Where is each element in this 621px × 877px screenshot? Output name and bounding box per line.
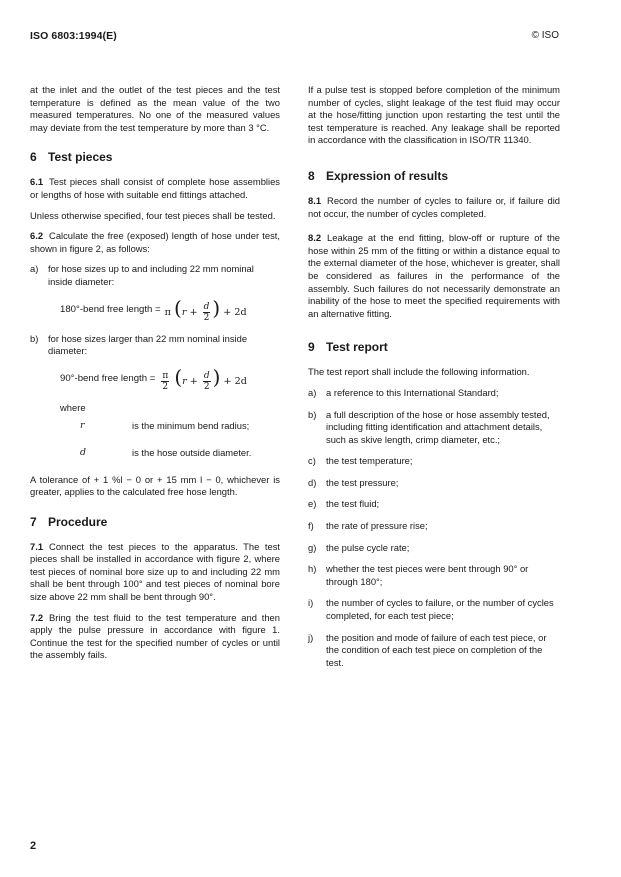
clause-8-2: 8.2 Leakage at the end fitting, blow-off or rupture of the hose within 25 mm of the fitting or within a distance equal to the external diameter of the hose, whichever is greater, shall be considered as failures in the performance of the assembly. Such failures do not necessarily demonstrate an inability of the hose to meet the specified requirements with an alternative fitting.: [308, 232, 560, 319]
test-report-list: [308, 387, 560, 670]
definition-d: d is the hose outside diameter.: [80, 446, 252, 458]
clause-6-1: 6.1 Test pieces shall consist of complete hose assemblies or lengths of hose with suitable end fittings attached.: [30, 176, 280, 200]
list-item: a) for hose sizes up to and including 22 mm nominal inside diameter:: [30, 263, 254, 287]
paragraph: The test report shall include the following information.: [308, 366, 530, 378]
symbol-definitions: [30, 420, 280, 459]
definition-r: r is the minimum bend radius;: [80, 420, 250, 432]
formula-180-bend: 180°-bend free length = π (r + $\frac{d}{2}$ ) + 2d: [60, 295, 247, 323]
list-item: j) the position and mode of failure of each test piece, or the condition of each test piece on completion of the test.: [308, 631, 547, 668]
section-heading-9: 9 Test report: [308, 340, 388, 355]
clause-7-2: 7.2 Bring the test fluid to the test temperature and then apply the pulse pressure in accordance with figure 1. Continue the test for the specified number of cycles or until the assembly fails.: [30, 611, 280, 661]
paragraph: at the inlet and the outlet of the test pieces and the test temperature is defined as the mean value of the two measured temperatures. No one of the measured values may deviate from the test temperature by more than 3 °C.: [30, 84, 280, 133]
left-column: [30, 84, 280, 670]
list-item: d) the test pressure;: [308, 476, 399, 488]
paragraph: If a pulse test is stopped before completion of the minimum number of cycles, slight leakage of the test fluid may occur at the hose/fitting junction upon restarting the test until the test temperature is reached. Any leakage shall be reported in accordance with the classification in ISO/TR 11340.: [308, 84, 560, 146]
clause-6-2: 6.2 Calculate the free (exposed) length of hose under test, shown in figure 2, as follows:: [30, 230, 280, 254]
list-item: b) for hose sizes larger than 22 mm nominal inside diameter:: [30, 332, 248, 357]
list-item: a) a reference to this International Standard;: [308, 386, 499, 398]
page-number: 2: [30, 840, 37, 852]
section-heading-6: 6 Test pieces: [30, 150, 113, 165]
paragraph: Unless otherwise specified, four test pieces shall be tested.: [30, 209, 276, 221]
list-item: i) the number of cycles to failure, or the number of cycles completed, for each test piece;: [308, 597, 554, 622]
where-label: where: [60, 401, 86, 413]
clause-7-1: 7.1 Connect the test pieces to the apparatus. The test pieces shall be installed in accordance with figure 2, where test pieces of nominal bore size up to and including 22 mm shall be bent through 100° and test pieces of nominal bore size above 22 mm shall be bent through 90°.: [30, 540, 280, 603]
clause-8-1: 8.1 Record the number of cycles to failure or, if failure did not occur, the number of cycles completed.: [308, 194, 560, 219]
formula-90-bend: 90°-bend free length = $\frac{\pi}{2}$ (r + $\frac{d}{2}$ ) + 2d: [60, 364, 247, 392]
list-item: g) the pulse cycle rate;: [308, 541, 410, 553]
list-item: b) a full description of the hose or hose assembly tested, including fitting identification and attachment details, such as skive length, crimp diameter, etc.;: [308, 408, 550, 445]
document-id: ISO 6803:1994(E): [30, 30, 117, 42]
list-item: e) the test fluid;: [308, 498, 380, 510]
copyright-notice: © ISO: [531, 30, 559, 41]
right-column: [308, 84, 560, 678]
list-item: c) the test temperature;: [308, 455, 413, 467]
paragraph: A tolerance of + 1 %l − 0 or + 15 mm l − 0, whichever is greater, applies to the calculated free hose length.: [30, 473, 280, 498]
list-item: f) the rate of pressure rise;: [308, 520, 428, 532]
section-heading-8: 8 Expression of results: [308, 168, 449, 183]
section-heading-7: 7 Procedure: [30, 514, 108, 529]
list-item: h) whether the test pieces were bent through 90° or through 180°;: [308, 563, 529, 587]
